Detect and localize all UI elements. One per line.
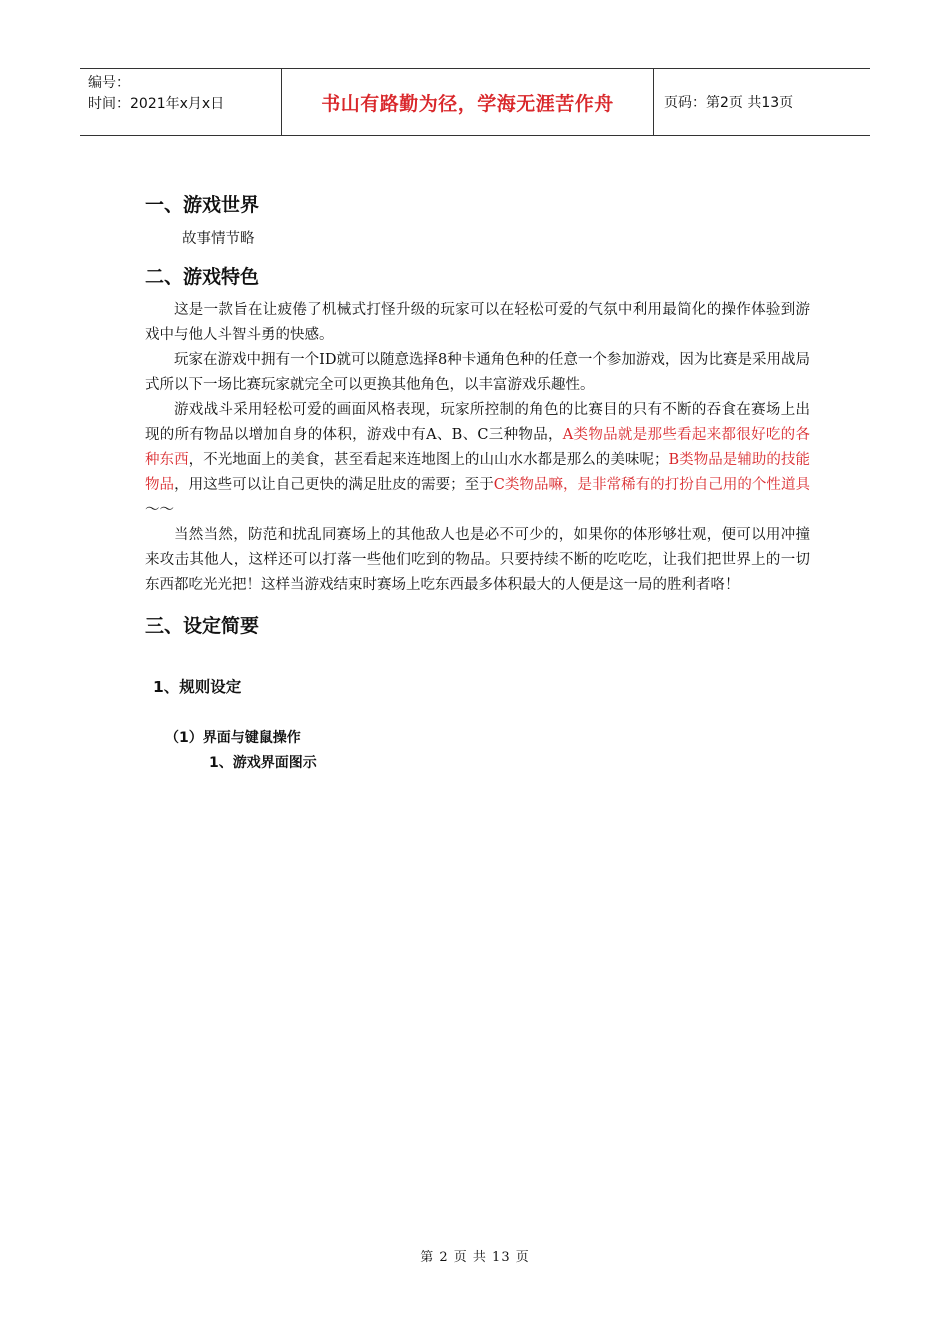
document-body	[145, 190, 810, 772]
features-p3-highlight-b-items: B类物品是辅助的技能物品	[145, 452, 811, 493]
features-p3-text-d: ～～	[145, 502, 174, 518]
section-title-game-features: 二、游戏特色	[145, 266, 260, 288]
features-p3-text-a: 游戏战斗采用轻松可爱的画面风格表现，玩家所控制的角色的比赛目的只有不断的吞食在赛场上出现的所有物品以增加自身的体积，游戏中有A、B、C三种物品，	[145, 402, 810, 443]
features-paragraph-3	[145, 398, 810, 523]
features-paragraph-1: 这是一款旨在让疲倦了机械式打怪升级的玩家可以在轻松可爱的气氛中利用最简化的操作体验到游戏中与他人斗智斗勇的快感。	[145, 302, 810, 343]
section-body-game-world: 故事情节略	[182, 231, 255, 247]
features-p3-highlight-c-items: C类物品嘛，是非常稀有的打扮自己用的个性道具	[493, 477, 810, 493]
header-meta	[80, 69, 282, 135]
header-date-label: 时间：2021年x月x日	[88, 96, 225, 112]
features-paragraph-2: 玩家在游戏中拥有一个ID就可以随意选择8种卡通角色种的任意一个参加游戏，因为比赛是采用战局式所以下一场比赛玩家就完全可以更换其他角色，以丰富游戏乐趣性。	[145, 352, 810, 393]
header-page-label: 页码：第2页 共13页	[664, 95, 794, 111]
header-motto: 书山有路勤为径，学海无涯苦作舟	[282, 69, 654, 135]
features-p3-text-b: ，不光地面上的美食，甚至看起来连地图上的山山水水都是那么的美味呢；	[188, 452, 669, 468]
section-body-game-features	[145, 298, 810, 598]
page-footer: 第 2 页 共 13 页	[420, 1250, 530, 1265]
header-number-label: 编号：	[88, 75, 130, 91]
section-title-game-world: 一、游戏世界	[145, 194, 260, 216]
subsection-title-interface-diagram: 1、游戏界面图示	[209, 755, 317, 771]
subsection-title-rules: 1、规则设定	[153, 678, 242, 696]
subsection-title-interface-controls: （1）界面与键鼠操作	[165, 730, 301, 746]
features-paragraph-4: 当然当然，防范和扰乱同赛场上的其他敌人也是必不可少的，如果你的体形够壮观，便可以用冲撞来攻击其他人，这样还可以打落一些他们吃到的物品。只要持续不断的吃吃吃，让我们把世界上的一切东西都吃光光把！这样当游戏结束时赛场上吃东西最多体积最大的人便是这一局的胜利者咯！	[145, 527, 810, 593]
features-p3-text-c: ，用这些可以让自己更快的满足肚皮的需要；至于	[174, 477, 494, 493]
features-p3-highlight-a-items: A类物品就是那些看起来都很好吃的各种东西	[145, 427, 810, 468]
section-title-design-summary: 三、设定简要	[145, 615, 260, 637]
page-header	[80, 68, 870, 136]
